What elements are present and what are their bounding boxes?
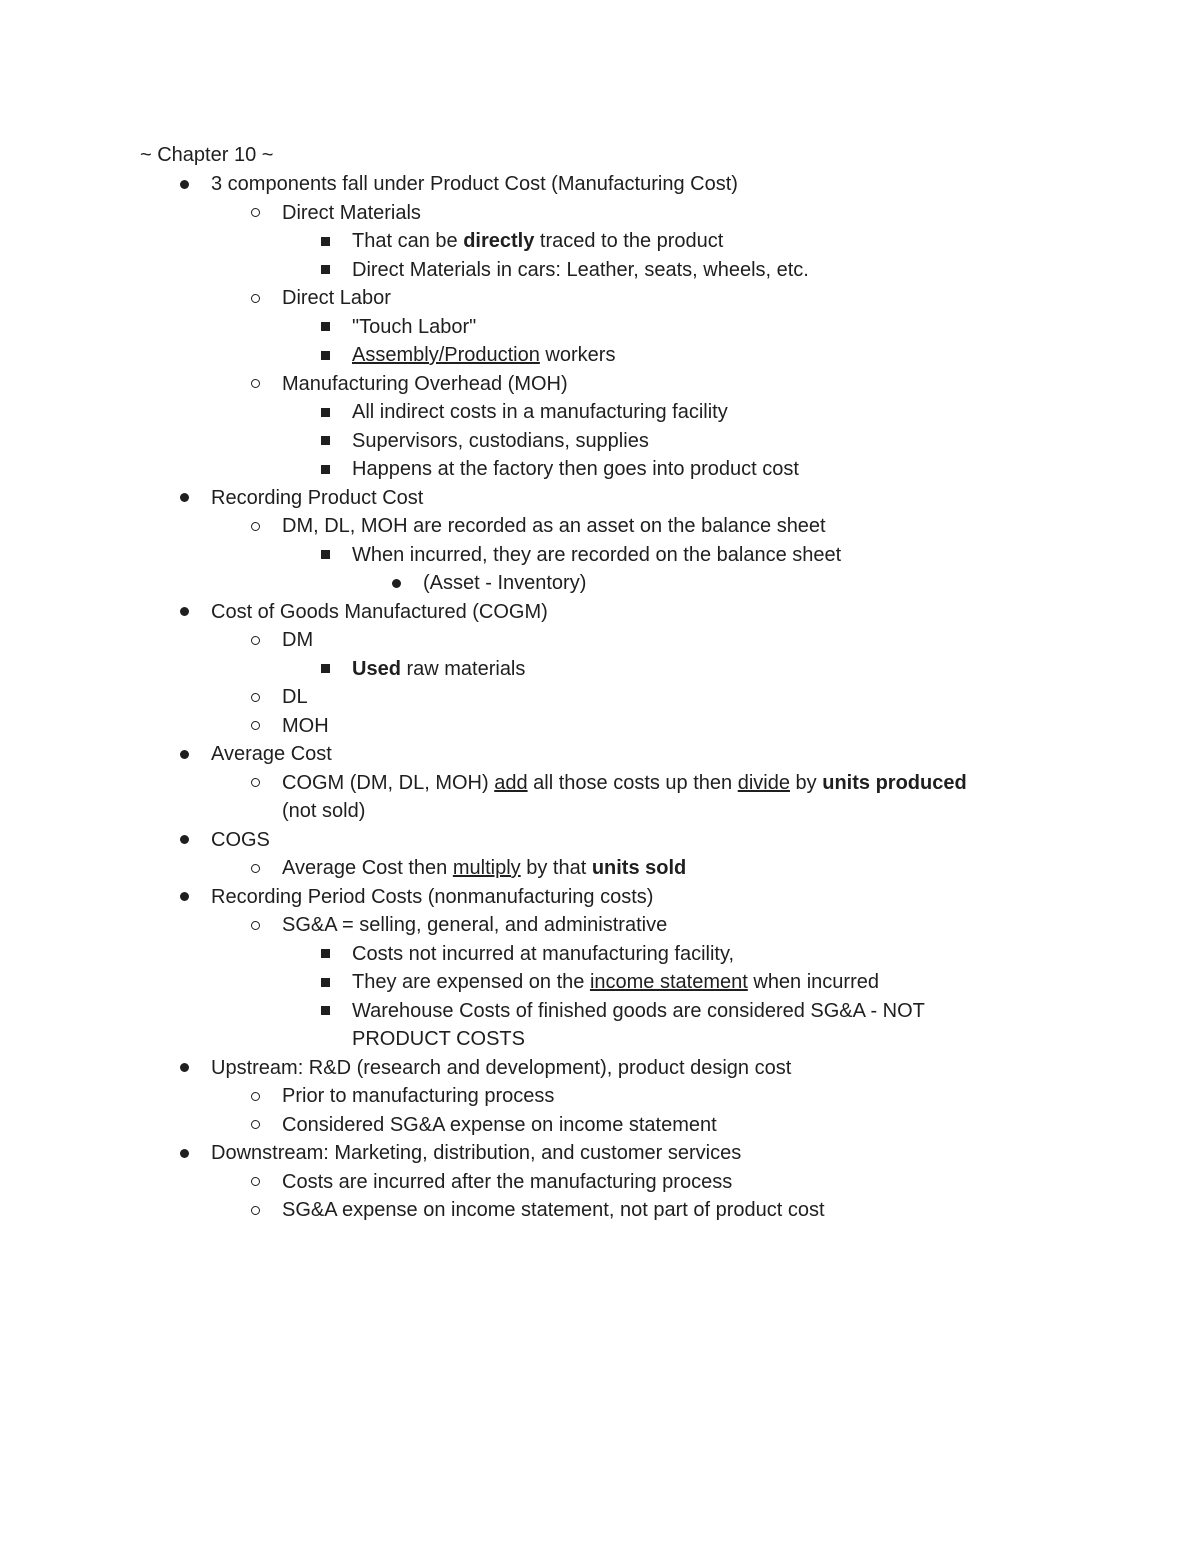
list-item-text [282,512,826,540]
list-item [0,1054,1200,1083]
circle-bullet-icon [251,636,260,645]
bullet-marker [318,341,332,369]
bullet-marker [318,940,332,968]
list-item [0,598,1200,627]
bullet-marker [318,968,332,996]
text-run: Direct Materials [282,201,421,224]
list-item [0,854,1200,883]
text-run: DM, DL, MOH are recorded as an asset on the balance sheet [282,515,826,537]
bullet-marker [248,854,262,882]
list-item-text [352,313,476,341]
list-item-text [352,940,734,968]
square-bullet-icon [321,664,330,673]
bullet-marker [318,997,332,1025]
circle-bullet-icon [251,1177,260,1186]
list-item-text [282,1196,825,1224]
list-item [0,569,1200,598]
bullet-marker [248,199,262,227]
bullet-marker [248,284,262,312]
text-run: Supervisors, custodians, supplies [352,429,649,452]
list-item [0,199,1200,228]
bullet-marker [248,1196,262,1224]
text-run: Costs not incurred at manufacturing facility, [352,942,735,965]
list-item [0,826,1200,855]
text-run: Recording Product Cost [211,486,424,509]
bullet-marker [248,712,262,740]
text-run: (Asset - Inventory) [423,572,587,594]
list-item-text [211,484,423,512]
circle-bullet-icon [251,778,260,787]
square-bullet-icon [321,408,330,417]
list-item-text [211,1054,791,1082]
list-item-text [282,854,686,882]
bullet-marker [248,911,262,939]
list-item [0,940,1200,969]
bullet-marker [248,769,262,797]
list-item-text [211,740,332,768]
bullet-marker [318,655,332,683]
text-run: by that [520,857,592,879]
list-item [0,769,1200,798]
circle-bullet-icon [251,1206,260,1215]
disc-bullet-icon [392,579,401,588]
bold-text: directly [463,230,535,252]
list-item-text [282,683,308,711]
bullet-marker [389,569,403,597]
text-run: by [790,771,823,794]
text-run: That can be [352,230,464,252]
circle-bullet-icon [251,208,260,217]
text-run: Direct Labor [282,287,391,309]
square-bullet-icon [321,237,330,246]
bullet-marker [318,256,332,284]
text-run: Downstream: Marketing, distribution, and customer services [211,1142,742,1164]
bullet-marker [318,227,332,255]
circle-bullet-icon [251,294,260,303]
bullet-marker [318,398,332,426]
list-item [0,1139,1200,1168]
list-item [0,170,1200,199]
square-bullet-icon [321,1006,330,1015]
notes-list [0,170,1200,1225]
list-item [0,655,1200,684]
list-item [0,883,1200,912]
list-item-text [282,1168,732,1196]
circle-bullet-icon [251,864,260,873]
square-bullet-icon [321,465,330,474]
text-run: DM [282,629,314,651]
list-item-text [282,769,967,797]
list-item [0,341,1200,370]
list-item-text [352,398,728,426]
list-item-text [211,1139,741,1167]
list-item [0,455,1200,484]
bullet-marker [177,826,191,854]
text-run: Cost of Goods Manufactured (COGM) [211,600,548,623]
list-item-continuation [0,1025,1200,1054]
list-item-text [352,655,525,683]
text-run: Upstream: R&D (research and development), product design cost [211,1056,792,1079]
bullet-marker [248,512,262,540]
list-item-text [211,170,738,198]
circle-bullet-icon [251,379,260,388]
disc-bullet-icon [180,607,189,616]
bold-text: units sold [591,857,687,879]
list-item [0,683,1200,712]
list-item-continuation [0,797,1200,826]
square-bullet-icon [321,265,330,274]
disc-bullet-icon [180,1149,189,1158]
list-item-text [282,1111,717,1139]
list-item-text [282,1082,554,1110]
circle-bullet-icon [251,693,260,702]
list-item [0,712,1200,741]
list-item [0,227,1200,256]
bullet-marker [248,1168,262,1196]
bullet-marker [248,683,262,711]
text-run: all those costs up then [527,771,738,794]
bullet-marker [248,1082,262,1110]
square-bullet-icon [321,550,330,559]
list-item [0,626,1200,655]
text-run: raw materials [400,657,526,680]
list-item-text [282,712,329,740]
list-item-text [352,455,799,483]
underlined-text: income statement [589,971,748,993]
underlined-text: divide [737,771,790,794]
circle-bullet-icon [251,1092,260,1101]
list-item-text [352,227,723,255]
text-run: Prior to manufacturing process [282,1085,555,1107]
text-run: when incurred [747,971,879,993]
list-item-text [352,968,879,996]
text-run: COGM (DM, DL, MOH) [282,771,495,794]
list-item-text [282,626,313,654]
disc-bullet-icon [180,493,189,502]
list-item-text [282,284,391,312]
text-run: DL [282,686,308,708]
list-item [0,484,1200,513]
square-bullet-icon [321,436,330,445]
underlined-text: Assembly/Production [352,344,540,366]
disc-bullet-icon [180,835,189,844]
text-run: Manufacturing Overhead (MOH) [282,372,568,395]
list-item [0,284,1200,313]
list-item-text [352,427,649,455]
list-item [0,256,1200,285]
text-run: workers [539,344,616,366]
text-run: traced to the product [534,230,724,252]
disc-bullet-icon [180,1063,189,1072]
bullet-marker [177,170,191,198]
list-item-text [352,1025,525,1053]
list-item-text [211,598,548,626]
list-item [0,1168,1200,1197]
list-item [0,512,1200,541]
text-run: "Touch Labor" [352,315,477,338]
text-run: They are expensed on the [352,971,590,993]
list-item-text [282,797,365,825]
text-run: COGS [211,828,270,851]
underlined-text: add [494,771,528,794]
circle-bullet-icon [251,522,260,531]
list-item [0,1082,1200,1111]
list-item-text [282,199,421,227]
text-run: SG&A expense on income statement, not part of product cost [282,1199,825,1221]
bullet-marker [318,427,332,455]
list-item [0,1196,1200,1225]
text-run: Average Cost [211,743,332,765]
bold-text: Used [352,657,401,680]
list-item [0,313,1200,342]
list-item [0,370,1200,399]
list-item-text [282,911,667,939]
square-bullet-icon [321,949,330,958]
disc-bullet-icon [180,180,189,189]
square-bullet-icon [321,351,330,360]
list-item-text [282,370,568,398]
text-run: Warehouse Costs of finished goods are considered SG&A - NOT [352,999,925,1022]
list-item [0,740,1200,769]
disc-bullet-icon [180,750,189,759]
text-run: Considered SG&A expense on income statement [282,1113,717,1136]
text-run: SG&A = selling, general, and administrative [282,914,668,936]
list-item [0,1111,1200,1140]
list-item-text [352,341,615,369]
list-item [0,997,1200,1026]
square-bullet-icon [321,322,330,331]
bullet-marker [248,626,262,654]
list-item-text [352,541,841,569]
bullet-marker [177,598,191,626]
text-run: PRODUCT COSTS [352,1028,525,1050]
list-item-text [423,569,586,597]
text-run: Recording Period Costs (nonmanufacturing costs) [211,885,654,908]
text-run: Average Cost then [282,857,453,879]
circle-bullet-icon [251,921,260,930]
text-run: (not sold) [282,800,366,822]
circle-bullet-icon [251,721,260,730]
list-item-text [352,997,925,1025]
list-item [0,427,1200,456]
bold-text: units produced [822,771,967,794]
bullet-marker [318,313,332,341]
text-run: All indirect costs in a manufacturing facility [352,401,728,423]
list-item-text [211,826,270,854]
disc-bullet-icon [180,892,189,901]
list-item [0,398,1200,427]
text-run: When incurred, they are recorded on the balance sheet [352,543,842,566]
bullet-marker [248,1111,262,1139]
bullet-marker [177,883,191,911]
bullet-marker [318,541,332,569]
list-item [0,968,1200,997]
circle-bullet-icon [251,1120,260,1129]
list-item-text [352,256,809,284]
text-run: 3 components fall under Product Cost (Manufacturing Cost) [211,173,738,195]
bullet-marker [177,740,191,768]
text-run: MOH [282,714,329,737]
list-item-text [211,883,653,911]
bullet-marker [177,1139,191,1167]
bullet-marker [177,484,191,512]
underlined-text: multiply [452,857,521,879]
list-item [0,911,1200,940]
bullet-marker [318,455,332,483]
bullet-marker [248,370,262,398]
text-run: Direct Materials in cars: Leather, seats, wheels, etc. [352,258,809,281]
text-run: Costs are incurred after the manufacturing process [282,1170,733,1193]
bullet-marker [177,1054,191,1082]
list-item [0,541,1200,570]
text-run: Happens at the factory then goes into product cost [352,458,799,480]
square-bullet-icon [321,978,330,987]
page-title: ~ Chapter 10 ~ [140,144,274,166]
